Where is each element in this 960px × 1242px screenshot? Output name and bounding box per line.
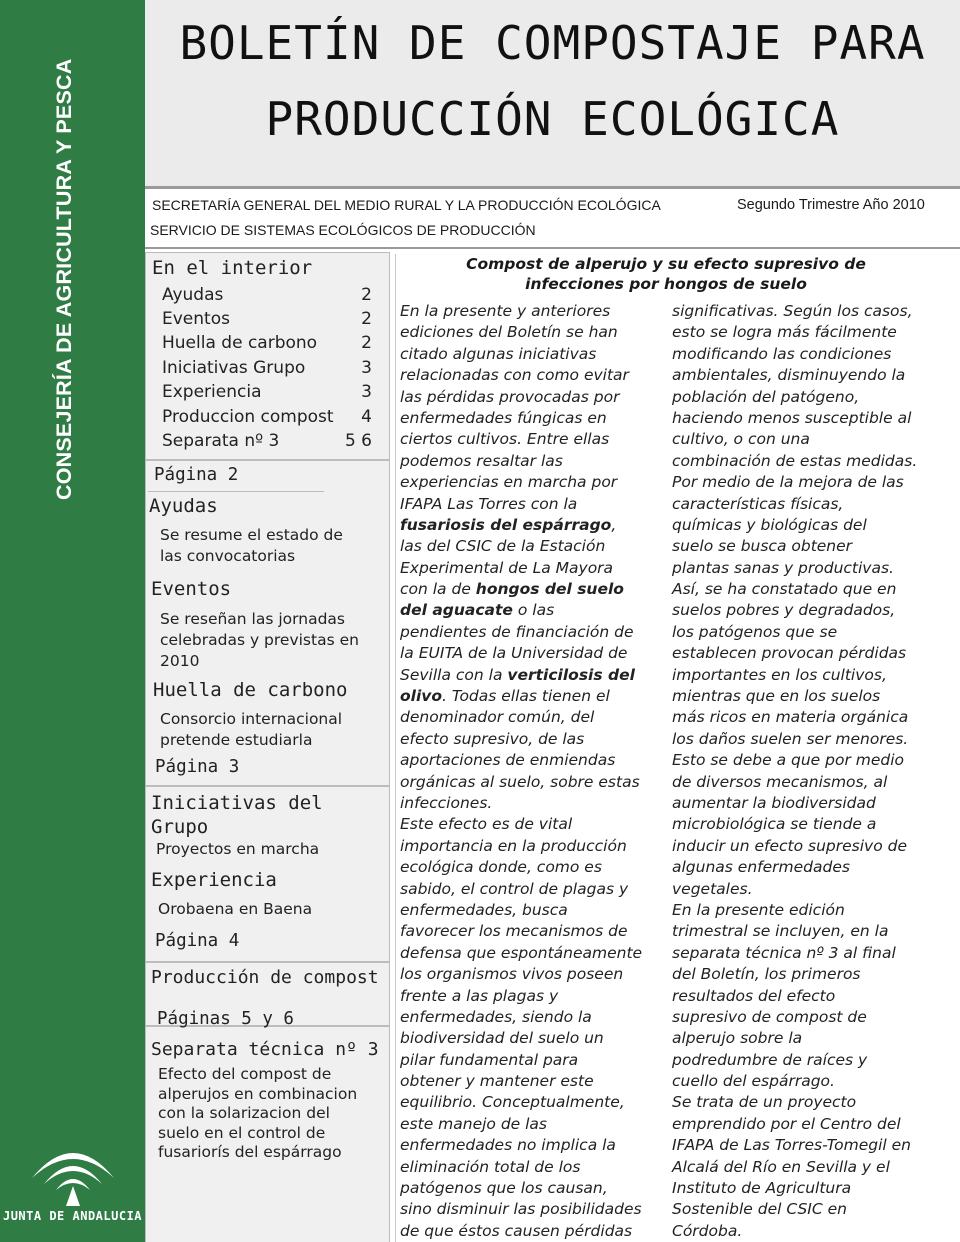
article-line: suelos pobres y degradados,	[672, 601, 896, 620]
toc-item-label: Experiencia	[162, 382, 262, 402]
article-line: relacionadas con como evitar	[400, 366, 629, 385]
toc-item[interactable]	[162, 309, 372, 333]
experiencia-title: Experiencia	[151, 869, 277, 891]
article-line: experiencias en marcha por	[400, 473, 618, 492]
ayudas-desc-line: las convocatorias	[160, 547, 296, 565]
article-line: sabido, el control de plagas y	[400, 879, 629, 898]
junta-logo	[0, 1120, 145, 1242]
article-line: los organismos vivos poseen	[400, 965, 624, 984]
page3-label: Página 3	[155, 757, 240, 777]
toc-item-label: Huella de carbono	[162, 333, 318, 353]
toc-item[interactable]	[162, 431, 372, 455]
article-title	[400, 254, 932, 294]
article-line: características físicas,	[672, 494, 844, 513]
article-line: infecciones.	[400, 793, 493, 812]
article-line: plantas sanas y productivas.	[672, 558, 894, 577]
junta-emblem-icon	[28, 1130, 118, 1208]
article-line: trimestral se incluyen, en la	[672, 922, 889, 941]
article-line: las del CSIC de la Estación	[400, 537, 606, 556]
article-line: esto se logra más fácilmente	[672, 323, 897, 342]
eventos-desc	[160, 609, 359, 672]
toc-item-label: Eventos	[162, 309, 230, 329]
article-line: químicas y biológicas del	[672, 515, 867, 534]
toc-item-page: 5 6	[344, 431, 372, 451]
eventos-desc-line: Se reseñan las jornadas	[160, 610, 345, 628]
page2-box	[145, 460, 390, 786]
toc-item[interactable]	[162, 358, 372, 382]
article-line: del Boletín, los primeros	[672, 965, 861, 984]
ayudas-desc	[160, 525, 343, 567]
masthead-title-line1: BOLETÍN DE COMPOSTAJE PARA	[179, 16, 926, 70]
article-line: Experimental de La Mayora	[400, 558, 614, 577]
ayudas-title: Ayudas	[149, 495, 218, 517]
article-line: olivo. Todas ellas tienen el	[400, 687, 610, 706]
separata-desc-line: con la solarizacion del	[158, 1104, 330, 1122]
article-line: IFAPA de Las Torres-Tomegil en	[672, 1136, 911, 1155]
article-line: Córdoba.	[672, 1221, 743, 1240]
toc-item-page: 2	[361, 285, 372, 305]
eventos-desc-line: celebradas y previstas en	[160, 631, 359, 649]
article-line: Alcalá del Río en Sevilla y el	[672, 1157, 890, 1176]
article-line: con la de hongos del suelo	[400, 580, 624, 599]
article-line: denominador común, del	[400, 708, 595, 727]
article-line: aportaciones de enmiendas	[400, 751, 616, 770]
toc-item[interactable]	[162, 285, 372, 309]
huella-desc-line: pretende estudiarla	[160, 731, 313, 749]
experiencia-desc: Orobaena en Baena	[158, 900, 313, 918]
junta-logo-text: JUNTA DE ANDALUCIA	[2, 1209, 143, 1223]
header-divider	[145, 186, 960, 189]
article-line: biodiversidad del suelo un	[400, 1029, 604, 1048]
pages56-label: Páginas 5 y 6	[157, 1009, 294, 1029]
huella-desc-line: Consorcio internacional	[160, 710, 343, 728]
article-line: En la presente y anteriores	[400, 302, 611, 320]
article-line: modificando las condiciones	[672, 344, 892, 363]
article-line: frente a las plagas y	[400, 986, 559, 1005]
toc-item[interactable]	[162, 407, 372, 431]
toc-item-label: Produccion compost	[162, 407, 334, 427]
article-line: este manejo de las	[400, 1114, 548, 1133]
article-column-2	[672, 301, 934, 1242]
column-divider	[395, 254, 396, 1242]
article-line: haciendo menos susceptible al	[672, 408, 912, 427]
article-line: más ricos en materia orgánica	[672, 708, 909, 727]
article-line: supresivo de compost de	[672, 1007, 867, 1026]
article-line: Así, se ha constatado que en	[672, 580, 897, 599]
page4-label: Página 4	[155, 931, 240, 951]
article-line: las pérdidas provocadas por	[400, 387, 620, 406]
article-line: ediciones del Boletín se han	[400, 323, 618, 342]
consejeria-label: CONSEJERÍA DE AGRICULTURA Y PESCA	[52, 58, 76, 500]
article-line: de diversos mecanismos, al	[672, 772, 888, 791]
article-line: podredumbre de raíces y	[672, 1050, 868, 1069]
eventos-desc-line: 2010	[160, 652, 200, 670]
masthead	[145, 0, 960, 186]
article-line: Este efecto es de vital	[400, 815, 573, 834]
article-line: los patógenos que se	[672, 622, 838, 641]
pages56-box	[145, 1009, 390, 1242]
article-line: patógenos que los causan,	[400, 1179, 608, 1198]
article-line: Por medio de la mejora de las	[672, 473, 904, 492]
article-line: inducir un efecto supresivo de	[672, 836, 908, 855]
article-line: Sevilla con la verticilosis del	[400, 665, 635, 684]
article-line: combinación de estas medidas.	[672, 451, 918, 470]
article-line: mientras que en los suelos	[672, 687, 881, 706]
iniciativas-title-line: Grupo	[151, 816, 209, 838]
article-line: obtener y mantener este	[400, 1072, 594, 1091]
article-title-line: infecciones por hongos de suelo	[525, 275, 807, 293]
article-line: Se trata de un proyecto	[672, 1093, 857, 1112]
article-line: favorecer los mecanismos de	[400, 922, 628, 941]
article-line: cultivo, o con una	[672, 430, 810, 449]
article-line: emprendido por el Centro del	[672, 1114, 901, 1133]
toc-item-page: 3	[361, 358, 372, 378]
article-line: población del patógeno,	[672, 387, 860, 406]
issue-date: Segundo Trimestre Año 2010	[737, 197, 925, 213]
iniciativas-title	[151, 791, 323, 839]
iniciativas-desc: Proyectos en marcha	[156, 840, 320, 858]
article-line: enfermedades fúngicas en	[400, 408, 607, 427]
article-line: Esto se debe a que por medio	[672, 751, 905, 770]
side-band	[0, 0, 145, 1242]
ayudas-desc-line: Se resume el estado de	[160, 526, 343, 544]
page3-box	[145, 786, 390, 962]
huella-title: Huella de carbono	[153, 679, 348, 701]
article-line: IFAPA Las Torres con la	[400, 494, 578, 513]
article-line: fusariosis del espárrago,	[400, 515, 617, 534]
article-line: pendientes de financiación de	[400, 622, 634, 641]
toc-item-page: 3	[361, 382, 372, 402]
masthead-title-line2: PRODUCCIÓN ECOLÓGICA	[265, 92, 840, 146]
article-line: la EUITA de la Universidad de	[400, 644, 628, 663]
article-line: Sostenible del CSIC en	[672, 1200, 847, 1219]
article-line: citado algunas iniciativas	[400, 344, 597, 363]
separata-desc-line: suelo en el control de	[158, 1123, 326, 1142]
page2-label: Página 2	[154, 465, 239, 485]
produccion-title: Producción de compost	[151, 967, 379, 988]
article-line: efecto supresivo, de las	[400, 729, 585, 748]
article-line: aumentar la biodiversidad	[672, 793, 876, 812]
article-line: podemos resaltar las	[400, 451, 563, 470]
toc-item-page: 2	[361, 309, 372, 329]
article-line: pilar fundamental para	[400, 1050, 579, 1069]
header-divider-bottom	[145, 247, 960, 249]
divider	[148, 491, 324, 492]
toc-item-label: Iniciativas Grupo	[162, 358, 306, 378]
toc-item-page: 2	[361, 333, 372, 353]
article-line: enfermedades no implica la	[400, 1136, 616, 1155]
article-line: orgánicas al suelo, sobre estas	[400, 772, 640, 791]
toc-item-label: Ayudas	[162, 285, 224, 305]
article-line: enfermedades, siendo la	[400, 1007, 592, 1026]
article-line: alperujo sobre la	[672, 1029, 803, 1048]
article-line: importancia en la producción	[400, 836, 627, 855]
article-line: establecen provocan pérdidas	[672, 644, 907, 663]
article-line: ambientales, disminuyendo la	[672, 366, 906, 385]
article-line: eliminación total de los	[400, 1157, 581, 1176]
article-line: cuello del espárrago.	[672, 1072, 835, 1091]
article-line: importantes en los cultivos,	[672, 665, 887, 684]
huella-desc	[160, 709, 342, 751]
article-line: significativas. Según los casos,	[672, 302, 913, 320]
separata-desc	[158, 1065, 357, 1163]
article-line: En la presente edición	[672, 900, 845, 919]
article-line: Instituto de Agricultura	[672, 1179, 852, 1198]
article-line: ecológica donde, como es	[400, 858, 602, 877]
toc-item[interactable]	[162, 333, 372, 357]
article-line: enfermedades, busca	[400, 900, 568, 919]
toc-item-page: 4	[361, 407, 372, 427]
article-line: defensa que espontáneamente	[400, 943, 643, 962]
separata-desc-line: alperujos en combinacion	[158, 1084, 358, 1103]
toc-title: En el interior	[152, 257, 313, 279]
separata-title: Separata técnica nº 3	[151, 1039, 379, 1060]
article-line: sino disminuir las posibilidades	[400, 1200, 642, 1219]
article-line: suelo se busca obtener	[672, 537, 853, 556]
iniciativas-title-line: Iniciativas del	[151, 792, 323, 814]
article-line: vegetales.	[672, 879, 753, 898]
toc-item[interactable]	[162, 382, 372, 406]
article-line: microbiológica se tiende a	[672, 815, 877, 834]
sidebar	[145, 252, 390, 1242]
toc-box	[145, 252, 390, 460]
article-line: equilibrio. Conceptualmente,	[400, 1093, 625, 1112]
eventos-title: Eventos	[151, 578, 232, 600]
article-title-line: Compost de alperujo y su efecto supresivo de	[466, 255, 866, 273]
separata-desc-line: fusariorís del espárrago	[158, 1143, 342, 1161]
toc-item-label: Separata nº 3	[162, 431, 280, 451]
article-line: resultados del efecto	[672, 986, 836, 1005]
article-line: del aguacate o las	[400, 601, 555, 620]
secretaria-label: SECRETARÍA GENERAL DEL MEDIO RURAL Y LA PRODUCCIÓN ECOLÓGICA	[152, 197, 661, 213]
article-line: de que éstos causen pérdidas	[400, 1221, 633, 1240]
article-line: separata técnica nº 3 al final	[672, 943, 896, 962]
article-line: algunas enfermedades	[672, 858, 850, 877]
article-column-1	[400, 301, 655, 1242]
article-line: ciertos cultivos. Entre ellas	[400, 430, 610, 449]
servicio-label: SERVICIO DE SISTEMAS ECOLÓGICOS DE PRODUCCIÓN	[150, 222, 536, 238]
separata-desc-line: Efecto del compost de	[158, 1065, 332, 1083]
article-line: los daños suelen ser menores.	[672, 729, 909, 748]
